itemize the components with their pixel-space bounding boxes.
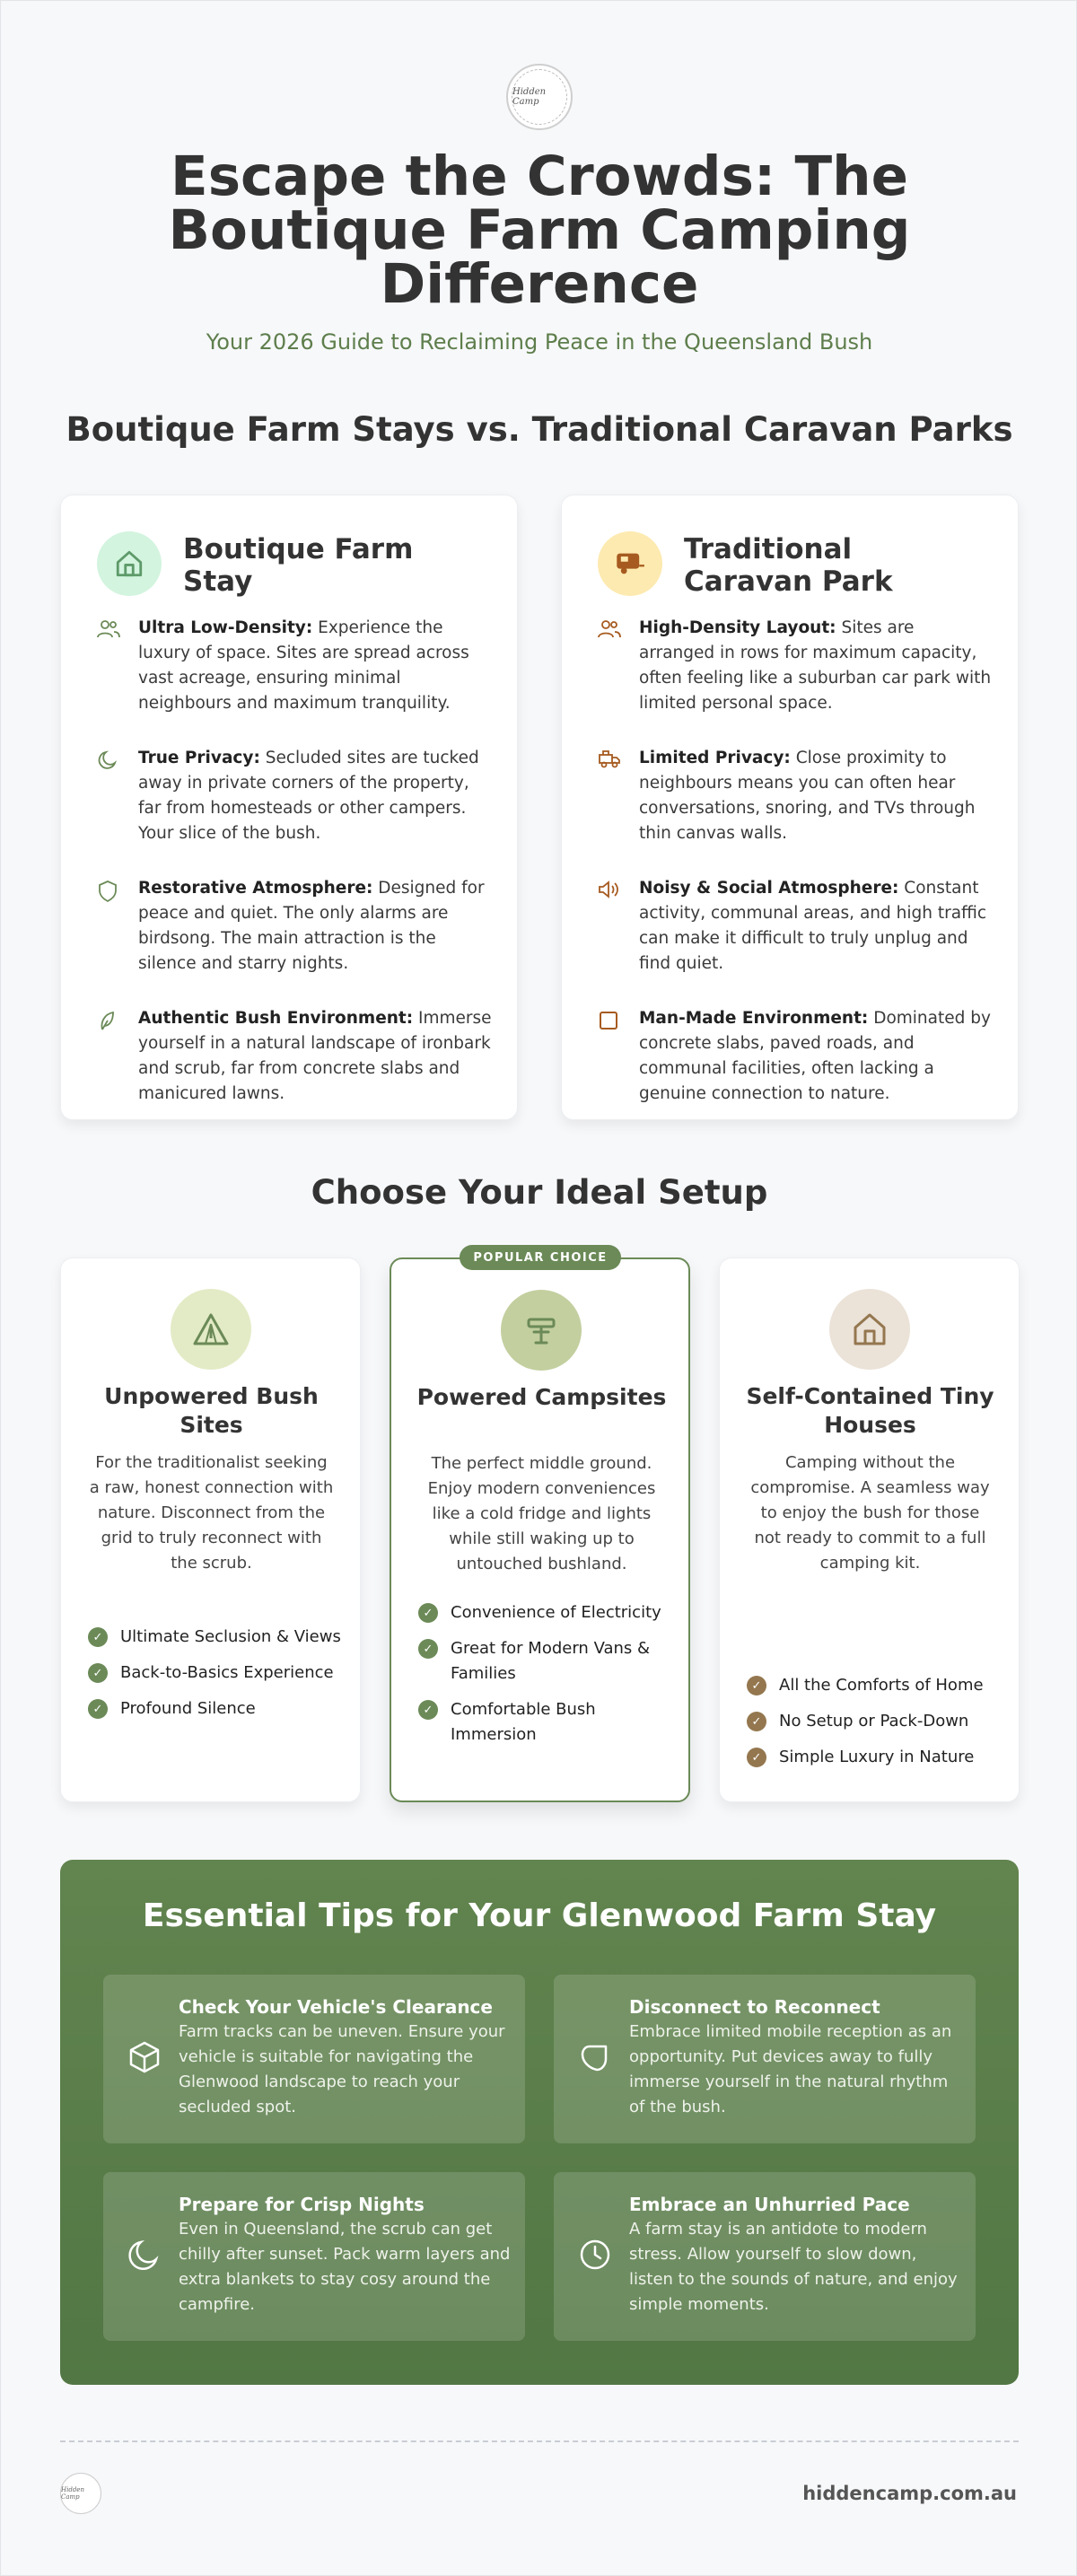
setup-description: For the traditionalist seeking a raw, honest connection with nature. Disconnect from the grid to truly reconnect with the scrub.: [89, 1453, 334, 1573]
logo-text: Hidden Camp: [512, 87, 547, 107]
traditional-item: Limited Privacy: Close proximity to neighbours means you can often hear conversations, snoring, and TVs through thin canvas walls.: [598, 746, 993, 846]
check-icon: ✓: [747, 1676, 766, 1695]
power-pole-icon: [501, 1290, 582, 1371]
users-icon: [598, 616, 625, 716]
traditional-title: Traditional Caravan Park: [684, 533, 893, 598]
unpowered-bush-sites-card: [60, 1257, 361, 1802]
feature-item: ✓ Ultimate Seclusion & Views: [88, 1625, 348, 1650]
tip-card: Disconnect to Reconnect Embrace limited mobile reception as an opportunity. Put devices away to fully immerse yourself in the natural rhythm of the bush.: [554, 1975, 976, 2143]
setup-description: The perfect middle ground. Enjoy modern conveniences like a cold fridge and lights while still waking up to untouched bushland.: [427, 1454, 656, 1573]
hidden-camp-logo: [506, 64, 573, 130]
setup-title: Self-Contained Tiny Houses: [746, 1383, 994, 1438]
moon-icon: [127, 2237, 162, 2273]
feature-item: ✓ Great for Modern Vans & Families: [418, 1636, 679, 1687]
footer-divider: [60, 2440, 1019, 2442]
check-icon: ✓: [88, 1699, 108, 1719]
check-icon: ✓: [418, 1639, 438, 1659]
square-icon: [598, 1006, 625, 1107]
boutique-farm-stay-card: [60, 495, 518, 1120]
footer-logo: Hidden Camp: [60, 2473, 101, 2514]
traditional-item: Noisy & Social Atmosphere: Constant activity, communal areas, and high traffic can make it difficult to truly unplug and find quiet.: [598, 876, 993, 977]
caravan-icon: [598, 531, 662, 596]
comparison-heading: Boutique Farm Stays vs. Traditional Caravan Parks: [66, 410, 1013, 449]
check-icon: ✓: [88, 1627, 108, 1647]
setup-heading: Choose Your Ideal Setup: [311, 1173, 768, 1212]
clock-icon: [577, 2237, 613, 2273]
boutique-item: Ultra Low-Density: Experience the luxury of space. Sites are spread across vast acreage, ensuring minimal neighbours and maximum tranquility.: [97, 616, 492, 716]
cube-icon: [127, 2039, 162, 2075]
footer-url[interactable]: hiddencamp.com.au: [802, 2483, 1017, 2504]
speaker-icon: [598, 876, 625, 977]
traditional-item: Man-Made Environment: Dominated by concrete slabs, paved roads, and communal facilities, often lacking a genuine connection to nature.: [598, 1006, 993, 1107]
tip-card: Prepare for Crisp Nights Even in Queensland, the scrub can get chilly after sunset. Pack warm layers and extra blankets to stay cosy around the campfire.: [103, 2172, 525, 2341]
boutique-item: Authentic Bush Environment: Immerse yourself in a natural landscape of ironbark and scrub, far from concrete slabs and manicured lawns.: [97, 1006, 492, 1107]
check-icon: ✓: [418, 1603, 438, 1623]
feature-item: ✓ Profound Silence: [88, 1696, 348, 1722]
boutique-item: True Privacy: Secluded sites are tucked away in private corners of the property, far from homesteads or other campers. Your slice of the bush.: [97, 746, 492, 846]
tips-section: [60, 1860, 1019, 2385]
setup-title: Powered Campsites: [416, 1384, 667, 1410]
house-icon: [97, 531, 162, 596]
feature-item: ✓ Comfortable Bush Immersion: [418, 1697, 679, 1748]
feature-item: ✓ All the Comforts of Home: [747, 1673, 1007, 1698]
tips-heading: Essential Tips for Your Glenwood Farm Stay: [142, 1897, 937, 1934]
tiny-houses-card: [719, 1257, 1020, 1802]
truck-icon: [598, 746, 625, 846]
popular-choice-badge: POPULAR CHOICE: [460, 1245, 621, 1270]
check-icon: ✓: [747, 1712, 766, 1731]
setup-description: Camping without the compromise. A seamless way to enjoy the bush for those not ready to commit to a full camping kit.: [750, 1453, 990, 1573]
tent-icon: [171, 1289, 251, 1370]
users-icon: [97, 616, 124, 716]
traditional-item: High-Density Layout: Sites are arranged in rows for maximum capacity, often feeling like a suburban car park with limited personal space.: [598, 616, 993, 716]
page-subtitle: Your 2026 Guide to Reclaiming Peace in the Queensland Bush: [206, 329, 873, 355]
boutique-title: Boutique Farm Stay: [183, 533, 414, 598]
page-title: Escape the Crowds: The Boutique Farm Camping Difference: [168, 145, 911, 316]
signal-off-icon: [577, 2039, 613, 2075]
leaf-icon: [97, 1006, 124, 1107]
powered-campsites-card: [390, 1250, 690, 1802]
feature-item: ✓ Back-to-Basics Experience: [88, 1660, 348, 1686]
tip-card: Check Your Vehicle's Clearance Farm tracks can be uneven. Ensure your vehicle is suitable for navigating the Glenwood landscape to reach your secluded spot.: [103, 1975, 525, 2143]
shield-icon: [97, 876, 124, 977]
boutique-item: Restorative Atmosphere: Designed for peace and quiet. The only alarms are birdsong. The main attraction is the silence and starry nights.: [97, 876, 492, 977]
feature-item: ✓ Convenience of Electricity: [418, 1600, 679, 1625]
check-icon: ✓: [88, 1663, 108, 1683]
feature-item: ✓ Simple Luxury in Nature: [747, 1745, 1007, 1770]
tip-card: Embrace an Unhurried Pace A farm stay is an antidote to modern stress. Allow yourself to slow down, listen to the sounds of nature, and enjoy simple moments.: [554, 2172, 976, 2341]
setup-title: Unpowered Bush Sites: [104, 1383, 319, 1438]
tiny-house-icon: [829, 1289, 910, 1370]
moon-icon: [97, 746, 124, 846]
check-icon: ✓: [418, 1700, 438, 1720]
check-icon: ✓: [747, 1748, 766, 1767]
traditional-caravan-park-card: [561, 495, 1019, 1120]
feature-item: ✓ No Setup or Pack-Down: [747, 1709, 1007, 1734]
